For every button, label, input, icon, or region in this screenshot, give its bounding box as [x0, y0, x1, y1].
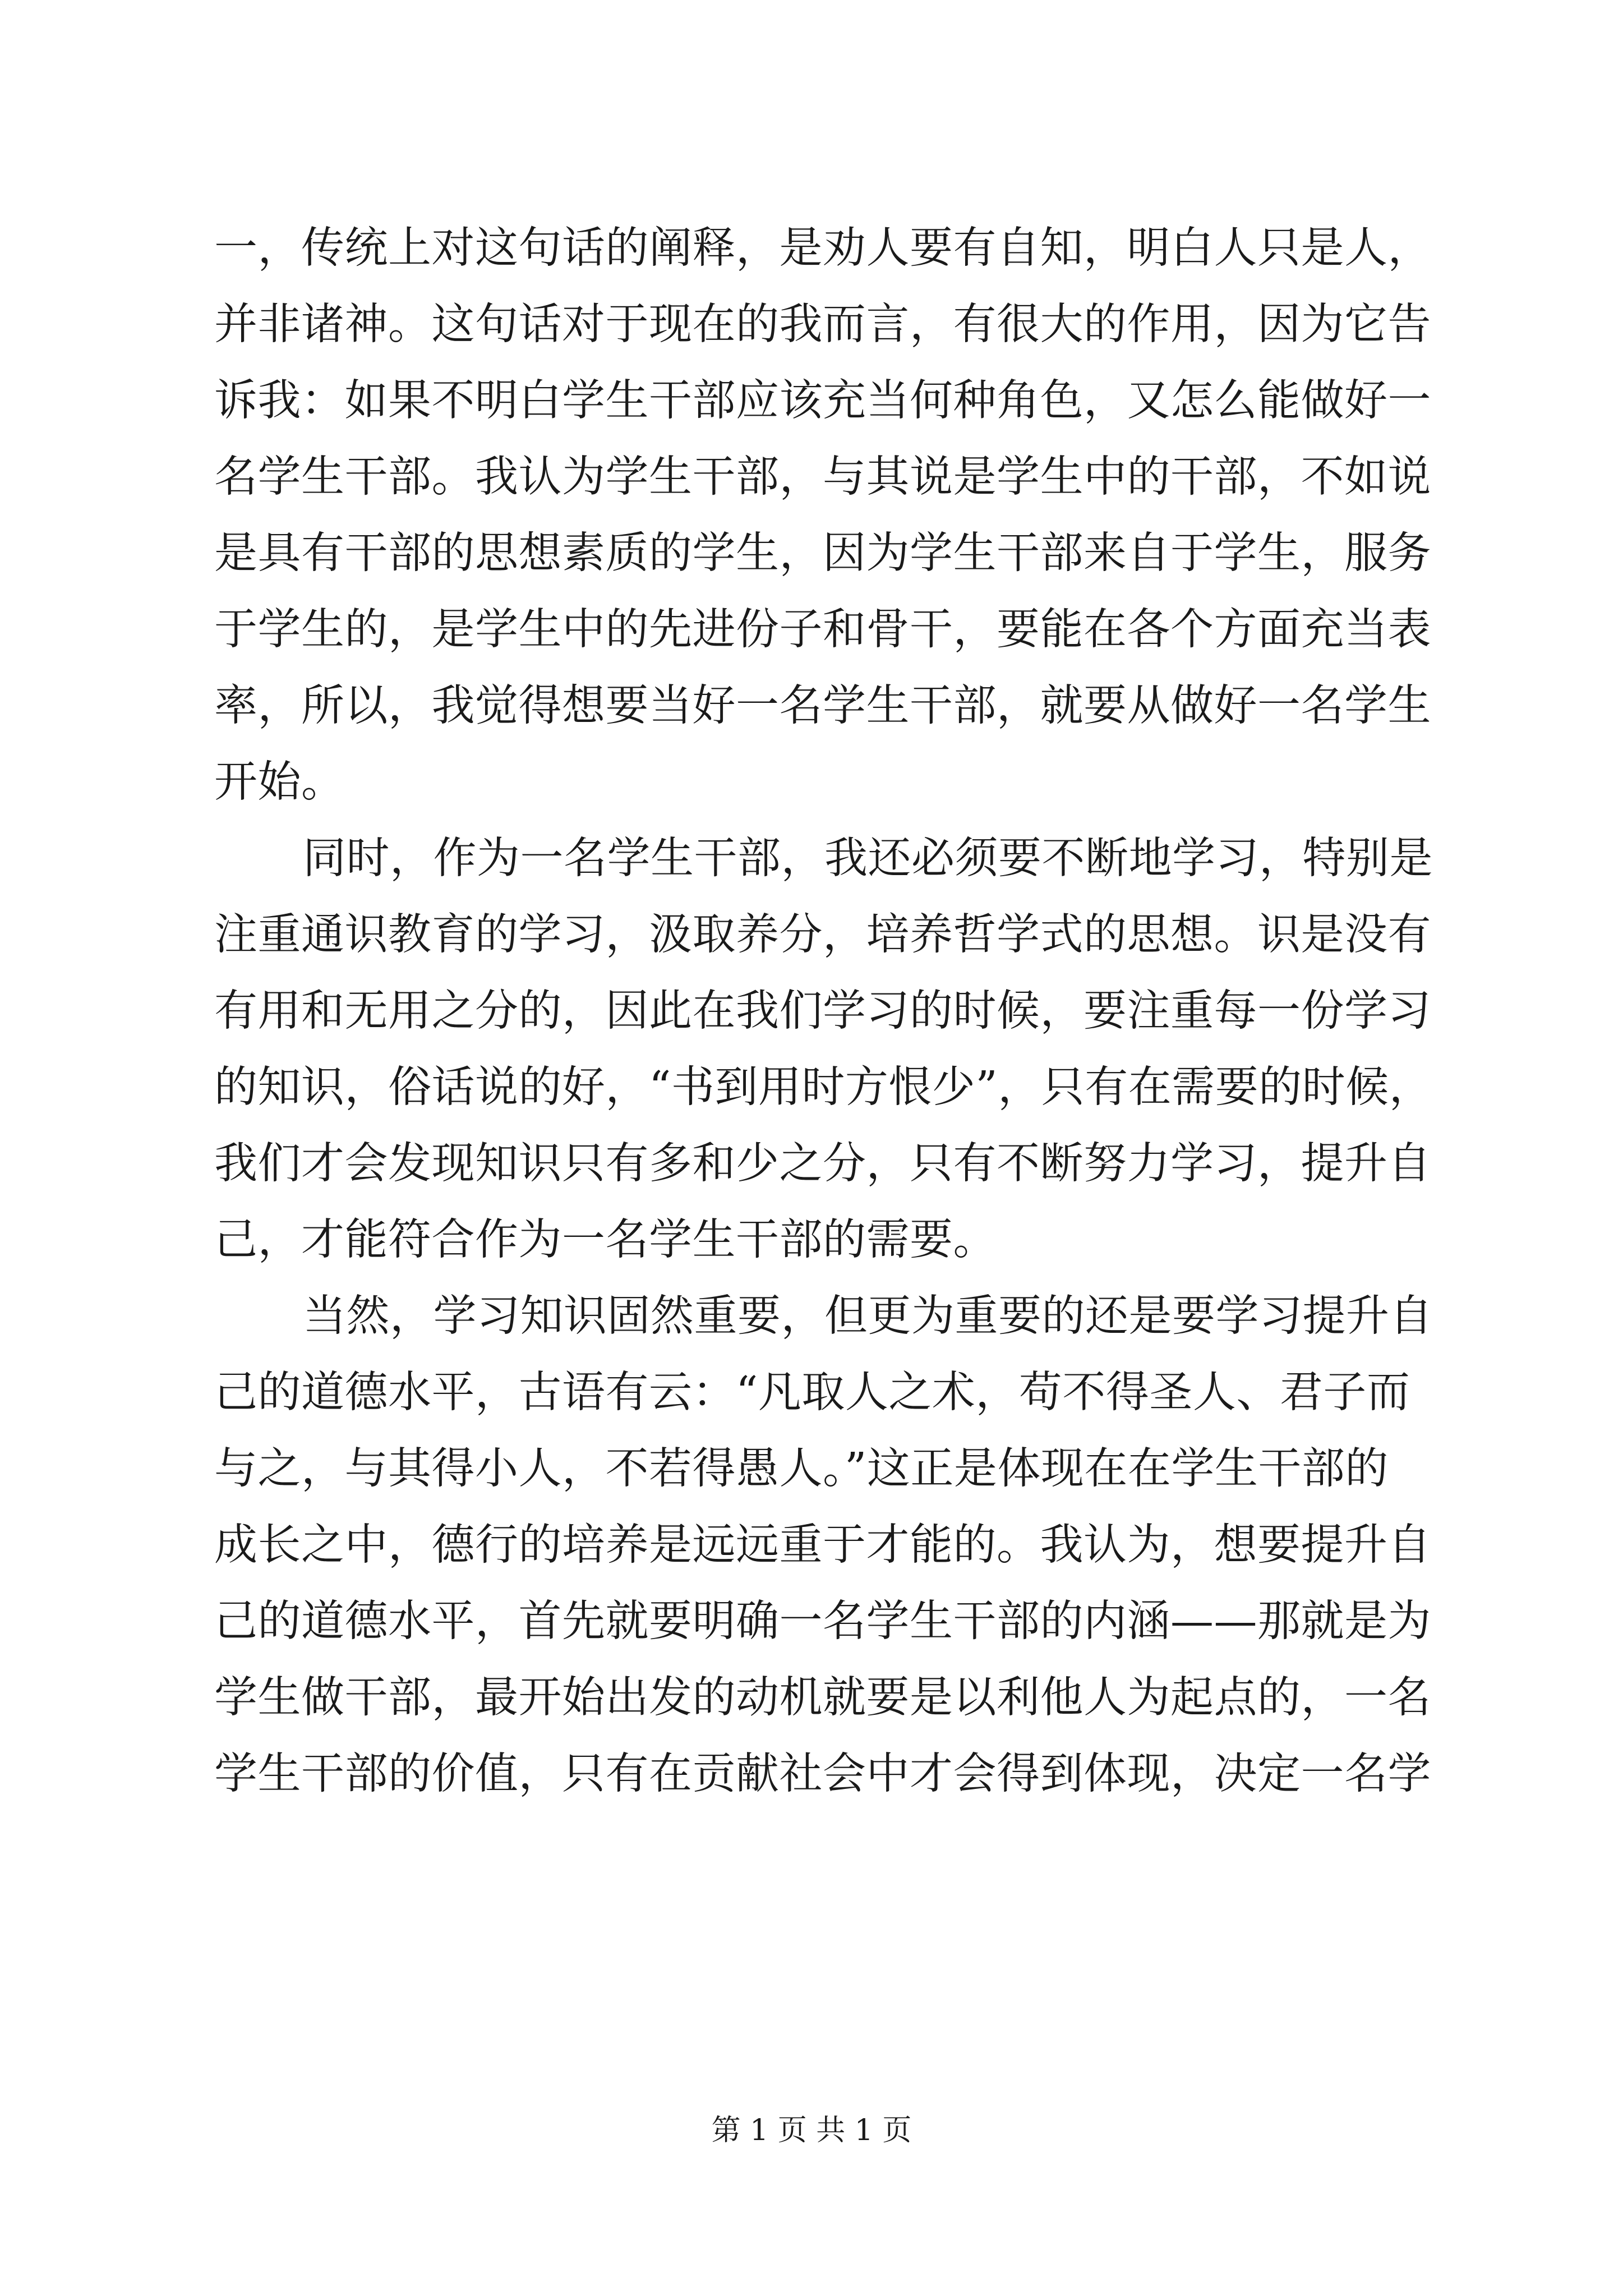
text-line: 当然，学习知识固然重要，但更为重要的还是要学习提升自 — [303, 1291, 1433, 1341]
text-line: 率，所以，我觉得想要当好一名学生干部，就要从做好一名学生 — [214, 681, 1431, 731]
text-line: 己，才能符合作为一名学生干部的需要。 — [214, 1215, 997, 1265]
page-footer: 第 1 页 共 1 页 — [711, 2114, 912, 2147]
text-line: 己的道德水平，首先就要明确一名学生干部的内涵——那就是为 — [214, 1596, 1431, 1646]
text-line: 名学生干部。我认为学生干部，与其说是学生中的干部，不如说 — [214, 452, 1431, 502]
text-line: 同时，作为一名学生干部，我还必须要不断地学习，特别是 — [303, 834, 1433, 884]
text-line: 成长之中，德行的培养是远远重于才能的。我认为，想要提升自 — [214, 1520, 1431, 1570]
text-line: 我们才会发现知识只有多和少之分，只有不断努力学习，提升自 — [214, 1139, 1431, 1189]
text-line: 并非诸神。这句话对于现在的我而言，有很大的作用，因为它告 — [214, 300, 1431, 349]
text-line: 于学生的，是学生中的先进份子和骨干，要能在各个方面充当表 — [214, 605, 1431, 655]
text-line: 注重通识教育的学习，汲取养分，培养哲学式的思想。识是没有 — [214, 910, 1431, 960]
text-line: 诉我：如果不明白学生干部应该充当何种角色，又怎么能做好一 — [214, 376, 1431, 426]
text-line: 与之，与其得小人，不若得愚人。”这正是体现在在学生干部的 — [214, 1444, 1389, 1494]
text-line: 开始。 — [214, 757, 345, 807]
text-line: 学生做干部，最开始出发的动机就要是以利他人为起点的，一名 — [214, 1673, 1431, 1723]
text-line: 是具有干部的思想素质的学生，因为学生干部来自于学生，服务 — [214, 528, 1431, 578]
text-line: 学生干部的价值，只有在贡献社会中才会得到体现，决定一名学 — [214, 1749, 1431, 1799]
text-line: 一，传统上对这句话的阐释，是劝人要有自知，明白人只是人， — [214, 223, 1431, 273]
text-line: 有用和无用之分的，因此在我们学习的时候，要注重每一份学习 — [214, 986, 1431, 1036]
text-line: 己的道德水平，古语有云：“凡取人之术，苟不得圣人、君子而 — [214, 1368, 1410, 1418]
text-line: 的知识，俗话说的好，“书到用时方恨少”，只有在需要的时候， — [214, 1062, 1433, 1112]
document-body — [214, 210, 1448, 1812]
